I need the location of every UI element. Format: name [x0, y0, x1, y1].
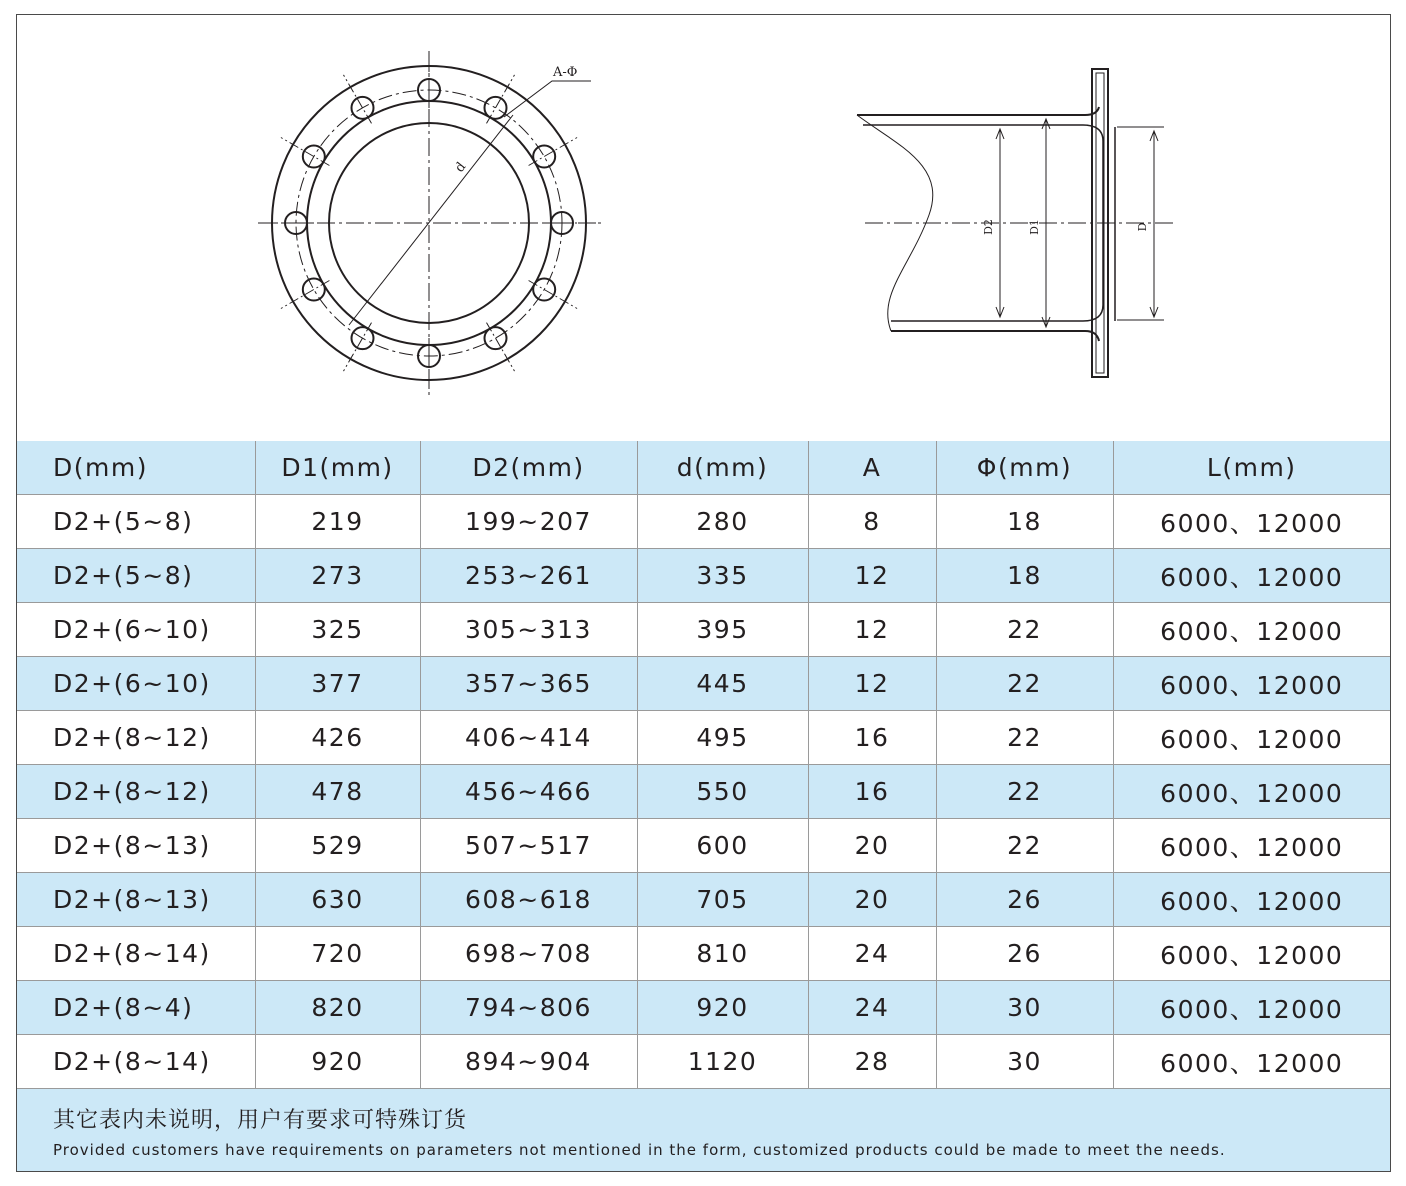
- d2-label: D2: [982, 219, 995, 235]
- cell-phi: 22: [936, 711, 1113, 765]
- cell-a: 20: [808, 819, 936, 873]
- cell-d2: 406~414: [420, 711, 637, 765]
- cell-d: D2+(6~10): [17, 603, 255, 657]
- cell-pcd: 1120: [637, 1035, 808, 1089]
- col-header-phi: Φ(mm): [936, 441, 1113, 495]
- d1-label: D1: [1028, 219, 1041, 235]
- cell-pcd: 335: [637, 549, 808, 603]
- cell-pcd: 600: [637, 819, 808, 873]
- col-header-a: A: [808, 441, 936, 495]
- cell-l: 6000、12000: [1113, 765, 1390, 819]
- pipe-top-wall-outer: [857, 107, 1099, 115]
- cell-d1: 720: [255, 927, 420, 981]
- table-row: [17, 927, 1390, 981]
- cell-d2: 507~517: [420, 819, 637, 873]
- cell-d1: 630: [255, 873, 420, 927]
- cell-d: D2+(8~13): [17, 819, 255, 873]
- bolt-hole: [303, 279, 325, 301]
- cell-d2: 199~207: [420, 495, 637, 549]
- table-row: [17, 819, 1390, 873]
- cell-pcd: 495: [637, 711, 808, 765]
- cell-d2: 608~618: [420, 873, 637, 927]
- cell-pcd: 445: [637, 657, 808, 711]
- cell-pcd: 395: [637, 603, 808, 657]
- pipe-bottom-wall-outer: [891, 331, 1099, 341]
- cell-l: 6000、12000: [1113, 1035, 1390, 1089]
- cell-phi: 26: [936, 927, 1113, 981]
- cell-d1: 325: [255, 603, 420, 657]
- cell-a: 24: [808, 981, 936, 1035]
- cell-d: D2+(8~14): [17, 927, 255, 981]
- flange-side-view: [857, 69, 1173, 377]
- spec-sheet: [16, 14, 1391, 1172]
- cell-l: 6000、12000: [1113, 819, 1390, 873]
- table-row: [17, 981, 1390, 1035]
- cell-a: 16: [808, 765, 936, 819]
- cell-l: 6000、12000: [1113, 603, 1390, 657]
- cell-phi: 22: [936, 603, 1113, 657]
- cell-l: 6000、12000: [1113, 711, 1390, 765]
- table-row: [17, 1035, 1390, 1089]
- cell-d1: 273: [255, 549, 420, 603]
- col-header-d: D(mm): [17, 441, 255, 495]
- cell-phi: 22: [936, 819, 1113, 873]
- cell-pcd: 810: [637, 927, 808, 981]
- cell-phi: 18: [936, 549, 1113, 603]
- cell-d2: 794~806: [420, 981, 637, 1035]
- cell-phi: 22: [936, 765, 1113, 819]
- pcd-label: d: [452, 159, 470, 176]
- pcd-dimension-line: [349, 115, 513, 325]
- cell-d1: 377: [255, 657, 420, 711]
- table-header-row: [17, 441, 1390, 495]
- cell-a: 20: [808, 873, 936, 927]
- cell-a: 12: [808, 549, 936, 603]
- flange-front-view: [258, 51, 601, 395]
- hole-callout-label: A-Φ: [553, 65, 578, 80]
- cell-d1: 478: [255, 765, 420, 819]
- cell-d: D2+(8~13): [17, 873, 255, 927]
- cell-a: 24: [808, 927, 936, 981]
- table-row: [17, 765, 1390, 819]
- table-row: [17, 873, 1390, 927]
- cell-l: 6000、12000: [1113, 657, 1390, 711]
- table-row: [17, 603, 1390, 657]
- cell-phi: 26: [936, 873, 1113, 927]
- table-row: [17, 549, 1390, 603]
- cell-phi: 22: [936, 657, 1113, 711]
- cell-d: D2+(5~8): [17, 549, 255, 603]
- table-body: [17, 495, 1390, 1089]
- cell-d: D2+(8~12): [17, 765, 255, 819]
- cell-d1: 426: [255, 711, 420, 765]
- cell-d1: 219: [255, 495, 420, 549]
- col-header-d1: D1(mm): [255, 441, 420, 495]
- drawing-canvas: [17, 15, 1389, 441]
- cell-pcd: 705: [637, 873, 808, 927]
- cell-d2: 253~261: [420, 549, 637, 603]
- bolt-hole: [485, 327, 507, 349]
- cell-d2: 698~708: [420, 927, 637, 981]
- cell-d2: 894~904: [420, 1035, 637, 1089]
- col-header-d2: D2(mm): [420, 441, 637, 495]
- cell-d1: 820: [255, 981, 420, 1035]
- cell-d: D2+(5~8): [17, 495, 255, 549]
- cell-d1: 920: [255, 1035, 420, 1089]
- dimension-table: [17, 441, 1390, 1089]
- cell-d2: 357~365: [420, 657, 637, 711]
- hole-callout-leader: [504, 81, 591, 117]
- table-row: [17, 657, 1390, 711]
- cell-d: D2+(6~10): [17, 657, 255, 711]
- cell-pcd: 280: [637, 495, 808, 549]
- cell-a: 16: [808, 711, 936, 765]
- footer-note-chinese: 其它表内未说明，用户有要求可特殊订货: [53, 1108, 468, 1133]
- cell-l: 6000、12000: [1113, 549, 1390, 603]
- cell-l: 6000、12000: [1113, 981, 1390, 1035]
- table-row: [17, 711, 1390, 765]
- cell-d: D2+(8~14): [17, 1035, 255, 1089]
- cell-l: 6000、12000: [1113, 873, 1390, 927]
- cell-phi: 18: [936, 495, 1113, 549]
- cell-d: D2+(8~4): [17, 981, 255, 1035]
- cell-pcd: 550: [637, 765, 808, 819]
- cell-phi: 30: [936, 1035, 1113, 1089]
- cell-l: 6000、12000: [1113, 927, 1390, 981]
- cell-d1: 529: [255, 819, 420, 873]
- table-row: [17, 495, 1390, 549]
- cell-a: 12: [808, 657, 936, 711]
- footer-note-english: Provided customers have requirements on parameters not mentioned in the form, customized products could be made to meet the needs.: [53, 1141, 1226, 1159]
- cell-a: 8: [808, 495, 936, 549]
- cell-a: 28: [808, 1035, 936, 1089]
- cell-d2: 456~466: [420, 765, 637, 819]
- col-header-pcd: d(mm): [637, 441, 808, 495]
- cell-d2: 305~313: [420, 603, 637, 657]
- col-header-l: L(mm): [1113, 441, 1390, 495]
- cell-phi: 30: [936, 981, 1113, 1035]
- cell-l: 6000、12000: [1113, 495, 1390, 549]
- cell-pcd: 920: [637, 981, 808, 1035]
- d-label: D: [1136, 222, 1149, 232]
- footer-note: [17, 1089, 1390, 1171]
- technical-drawings: [17, 15, 1389, 441]
- cell-d: D2+(8~12): [17, 711, 255, 765]
- cell-a: 12: [808, 603, 936, 657]
